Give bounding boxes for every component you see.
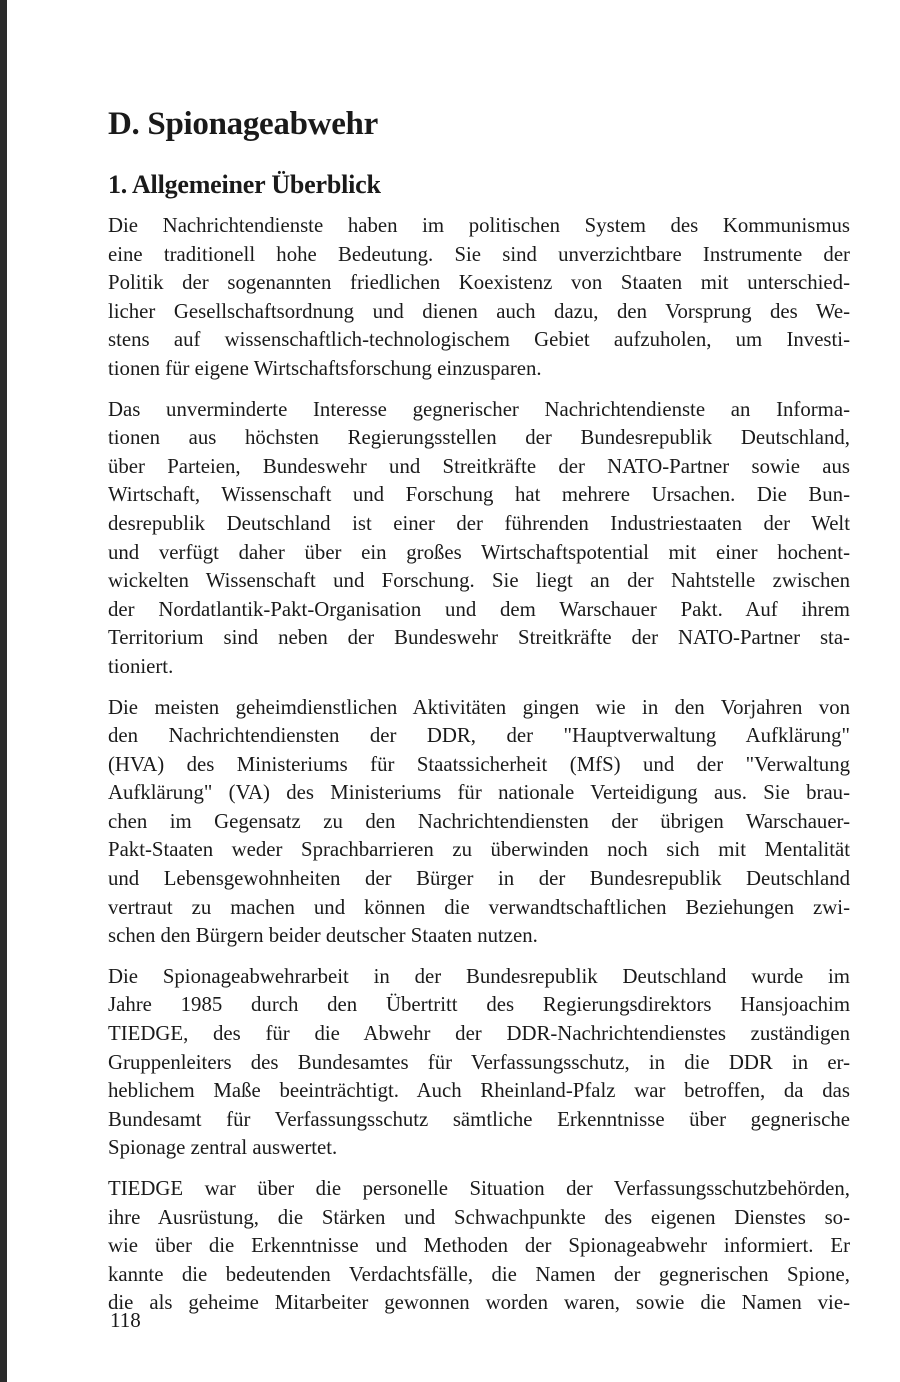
text-line: Pakt-Staaten weder Sprachbarrieren zu überwinden noch sich mit Mentalität xyxy=(108,838,850,862)
paragraph xyxy=(108,694,850,951)
paragraph xyxy=(108,1175,850,1318)
text-line: Das unverminderte Interesse gegnerischer Nachrichtendienste an Informa- xyxy=(108,397,850,421)
text-line: den Nachrichtendiensten der DDR, der "Hauptverwaltung Aufklärung" xyxy=(108,724,850,748)
text-line: kannte die bedeutenden Verdachtsfälle, die Namen der gegnerischen Spione, xyxy=(108,1262,850,1286)
text-line: Politik der sogenannten friedlichen Koexistenz von Staaten mit unterschied- xyxy=(108,271,850,295)
text-line: wickelten Wissenschaft und Forschung. Sie liegt an der Nahtstelle zwischen xyxy=(108,569,850,593)
text-line: Spionage zentral auswertet. xyxy=(108,1136,338,1160)
text-line: Wirtschaft, Wissenschaft und Forschung hat mehrere Ursachen. Die Bun- xyxy=(108,483,850,507)
text-line: chen im Gegensatz zu den Nachrichtendiensten der übrigen Warschauer- xyxy=(108,809,850,833)
text-line: Die meisten geheimdienstlichen Aktivitäten gingen wie in den Vorjahren von xyxy=(108,695,850,719)
text-line: (HVA) des Ministeriums für Staatssicherheit (MfS) und der "Verwaltung xyxy=(108,752,850,776)
text-line: schen den Bürgern beider deutscher Staaten nutzen. xyxy=(108,924,538,948)
text-line: der Nordatlantik-Pakt-Organisation und dem Warschauer Pakt. Auf ihrem xyxy=(108,597,850,621)
section-title: D. Spionageabwehr xyxy=(108,106,378,142)
text-line: TIEDGE war über die personelle Situation der Verfassungsschutzbehörden, xyxy=(108,1177,850,1200)
paragraph xyxy=(108,963,850,1163)
paragraph xyxy=(108,396,850,682)
text-line: stens auf wissenschaftlich-technologischem Gebiet aufzuholen, um Investi- xyxy=(108,328,850,352)
text-line: Die Nachrichtendienste haben im politischen System des Kommunismus xyxy=(108,214,850,237)
text-line: heblichem Maße beeinträchtigt. Auch Rheinland-Pfalz war betroffen, da das xyxy=(108,1079,850,1103)
paragraph xyxy=(108,212,850,384)
text-line: wie über die Erkenntnisse und Methoden der Spionageabwehr informiert. Er xyxy=(108,1234,850,1258)
body-text xyxy=(108,212,850,1318)
page-number: 118 xyxy=(110,1308,141,1332)
scan-edge xyxy=(0,0,7,1382)
text-line: TIEDGE, des für die Abwehr der DDR-Nachrichtendienstes zuständigen xyxy=(108,1022,850,1046)
text-line: eine traditionell hohe Bedeutung. Sie sind unverzichtbare Instrumente der xyxy=(108,242,850,266)
text-line: und verfügt daher über ein großes Wirtschaftspotential mit einer hochent- xyxy=(108,540,850,564)
text-line: über Parteien, Bundeswehr und Streitkräfte der NATO-Partner sowie aus xyxy=(108,454,850,478)
text-line: Jahre 1985 durch den Übertritt des Regierungsdirektors Hansjoachim xyxy=(108,993,850,1017)
text-line: Die Spionageabwehrarbeit in der Bundesrepublik Deutschland wurde im xyxy=(108,964,850,988)
text-line: Bundesamt für Verfassungsschutz sämtliche Erkenntnisse über gegnerische xyxy=(108,1107,850,1131)
text-line: Territorium sind neben der Bundeswehr Streitkräfte der NATO-Partner sta- xyxy=(108,626,850,650)
text-line: Gruppenleiters des Bundesamtes für Verfassungsschutz, in die DDR in er- xyxy=(108,1050,850,1074)
text-line: licher Gesellschaftsordnung und dienen auch dazu, den Vorsprung des We- xyxy=(108,299,850,323)
subsection-title: 1. Allgemeiner Überblick xyxy=(108,170,381,199)
text-line: ihre Ausrüstung, die Stärken und Schwachpunkte des eigenen Dienstes so- xyxy=(108,1205,850,1229)
text-line: Aufklärung" (VA) des Ministeriums für nationale Verteidigung aus. Sie brau- xyxy=(108,781,850,805)
text-line: tionen für eigene Wirtschaftsforschung einzusparen. xyxy=(108,356,542,380)
text-line: die als geheime Mitarbeiter gewonnen worden waren, sowie die Namen vie- xyxy=(108,1291,850,1315)
text-line: tionen aus höchsten Regierungsstellen der Bundesrepublik Deutschland, xyxy=(108,426,850,450)
text-line: vertraut zu machen und können die verwandtschaftlichen Beziehungen zwi- xyxy=(108,895,850,919)
text-line: desrepublik Deutschland ist einer der führenden Industriestaaten der Welt xyxy=(108,511,850,535)
text-line: tioniert. xyxy=(108,654,174,678)
text-line: und Lebensgewohnheiten der Bürger in der Bundesrepublik Deutschland xyxy=(108,867,850,891)
document-page xyxy=(108,104,850,1318)
